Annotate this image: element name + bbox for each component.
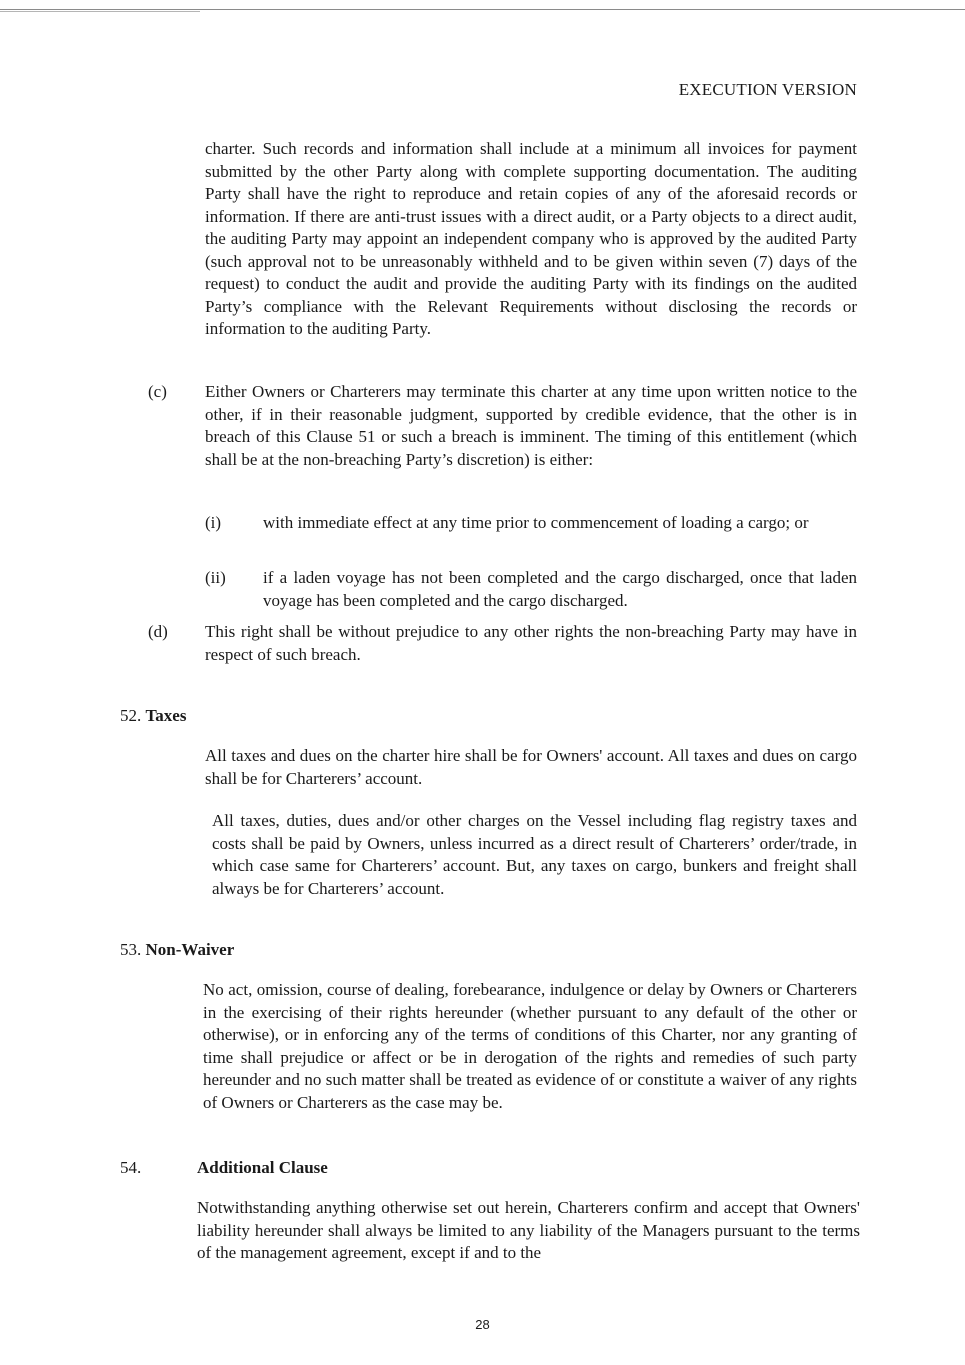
item-i-label: (i) — [205, 513, 222, 532]
clause-52-heading — [120, 706, 186, 726]
item-ii-label: (ii) — [205, 568, 226, 587]
scan-border-line — [0, 9, 965, 10]
clause-53-paragraph: No act, omission, course of dealing, forebearance, indulgence or delay by Owners or Charterers in the exercising of their rights hereunder (whether pursuant to any default of the other or otherwise), or in enforcing any of the terms of conditions of this Charter, nor any granting of time shall prejudice or affect or be in derogation of the rights and remedies of such party hereunder and no such matter shall be treated as evidence of or constitute a waiver of any rights of Owners or Charterers as the case may be. — [203, 980, 857, 1112]
clause-54-title-text: Additional Clause — [197, 1158, 328, 1177]
subclause-d-text: This right shall be without prejudice to any other rights the non-breaching Party may have in respect of such breach. — [205, 622, 857, 664]
subclause-c-label: (c) — [148, 382, 167, 401]
page-number: 28 — [475, 1317, 490, 1332]
clause-54-title — [197, 1158, 328, 1178]
execution-version-header: EXECUTION VERSION — [678, 80, 857, 99]
subclause-c-text: Either Owners or Charterers may terminate this charter at any time upon written notice to the other, if in their reasonable judgment, supported by credible evidence, that the other is in breach of this Clause 51 or such a breach is imminent. The timing of this entitlement (which shall be at the non-breaching Party’s discretion) is either: — [205, 382, 857, 469]
clause-54-paragraph: Notwithstanding anything otherwise set out herein, Charterers confirm and accept that Owners' liability hereunder shall always be limited to any liability of the Managers pursuant to the terms of the management agreement, except if and to the — [197, 1198, 860, 1262]
clause-53-heading — [120, 940, 234, 960]
item-i-text: with immediate effect at any time prior to commencement of loading a cargo; or — [263, 513, 809, 532]
scan-border-line-faint — [0, 11, 200, 12]
item-ii-text: if a laden voyage has not been completed and the cargo discharged, once that laden voyage has been completed and the cargo discharged. — [263, 568, 857, 610]
subclause-d-label: (d) — [148, 622, 168, 641]
clause-51-audit-paragraph: charter. Such records and information shall include at a minimum all invoices for payment submitted by the other Party along with complete supporting documentation. The auditing Party shall have the right to reproduce and retain copies of any of the aforesaid records or information. If there are anti-trust issues with a direct audit, or a Party objects to a direct audit, the auditing Party may appoint an independent company who is approved by the audited Party (such approval not to be unreasonably withheld and to be given within seven (7) days of the request) to conduct the audit and provide the auditing Party with its findings on the audited Party’s compliance with the Relevant Requirements without disclosing the records or information to the auditing Party. — [205, 139, 857, 338]
clause-53-title: Non-Waiver — [145, 940, 235, 959]
clause-54-number: 54. — [120, 1158, 142, 1177]
clause-52-paragraph-1: All taxes and dues on the charter hire shall be for Owners' account. All taxes and dues on cargo shall be for Charterers’ account. — [205, 746, 857, 788]
clause-53-number: 53. — [120, 940, 142, 959]
clause-52-title: Taxes — [145, 706, 187, 725]
clause-52-number: 52. — [120, 706, 142, 725]
clause-52-paragraph-2: All taxes, duties, dues and/or other charges on the Vessel including flag registry taxes and costs shall be paid by Owners, unless incurred as a direct result of Charterers’ order/trade, in which case same for Charterers’ account. But, any taxes on cargo, bunkers and freight shall always be for Charterers’ account. — [212, 811, 857, 898]
